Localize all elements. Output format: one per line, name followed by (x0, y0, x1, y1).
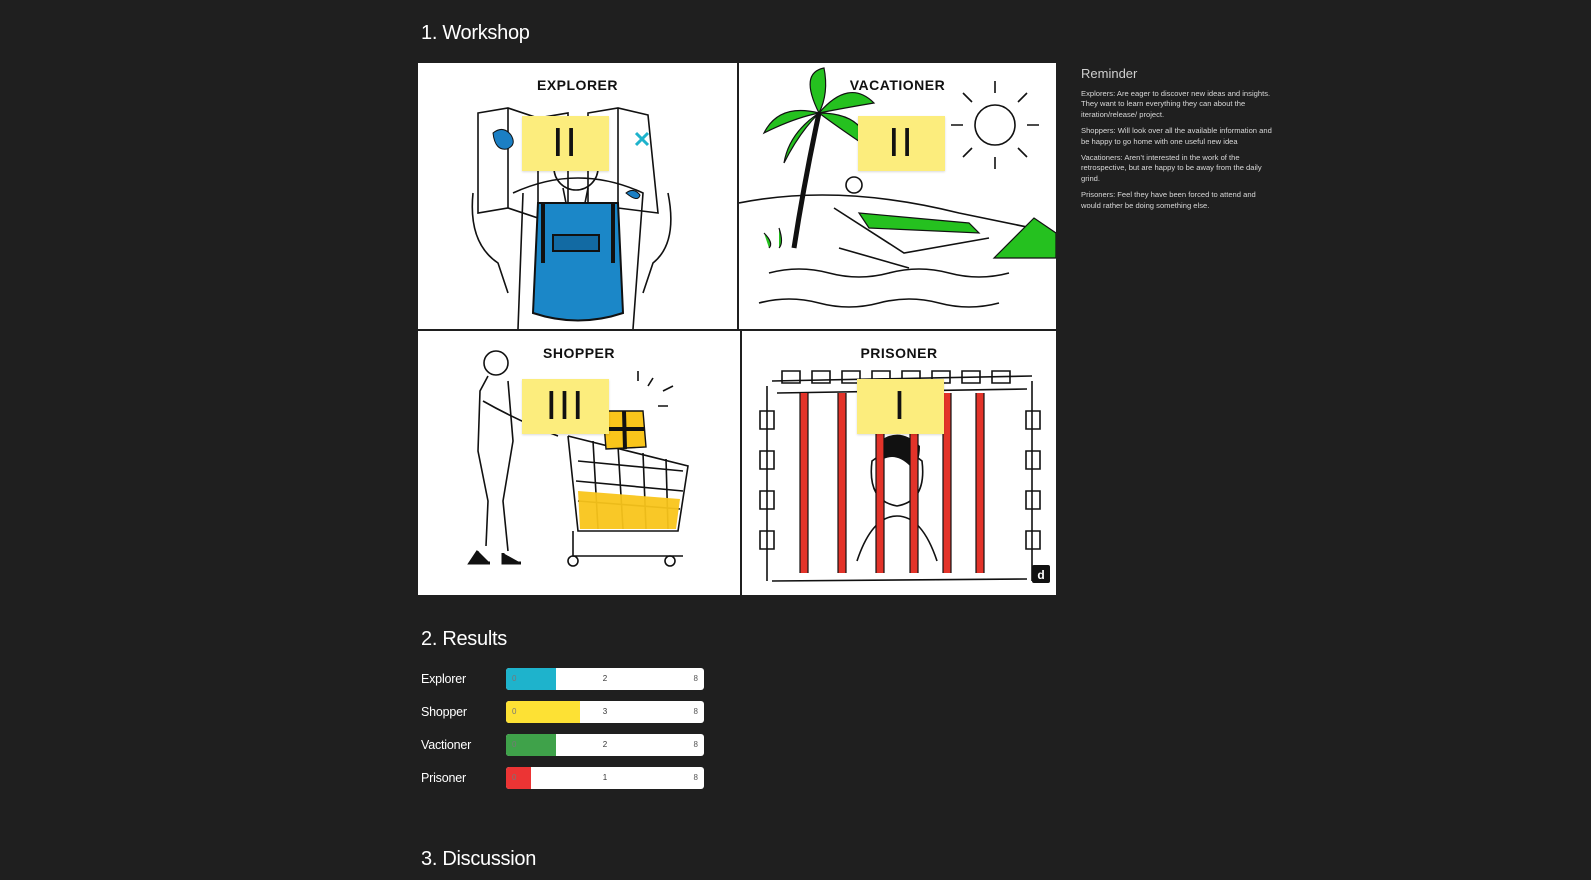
explorer-illustration (418, 63, 737, 329)
result-row-shopper (421, 701, 711, 723)
result-bar[interactable] (506, 734, 704, 756)
panel-title-prisoner: PRISONER (860, 345, 938, 361)
vote-note-vacationer[interactable]: II (858, 116, 945, 171)
result-label: Explorer (421, 672, 466, 686)
result-label: Shopper (421, 705, 467, 719)
result-max: 8 (693, 674, 698, 683)
reminder-panel (1081, 66, 1276, 217)
prisoner-illustration (742, 331, 1056, 595)
panel-vacationer (739, 63, 1056, 329)
result-min: 0 (512, 674, 517, 683)
panel-shopper (418, 331, 740, 595)
result-label: Prisoner (421, 771, 466, 785)
panel-title-explorer: EXPLORER (536, 77, 618, 93)
result-value: 1 (602, 773, 608, 782)
reminder-shoppers: Shoppers: Will look over all the available information and be happy to go home with one useful new idea (1081, 126, 1272, 146)
panel-prisoner (742, 331, 1056, 595)
svg-text:d: d (1037, 568, 1045, 582)
section-title-results: 2. Results (421, 628, 507, 650)
result-bar[interactable] (506, 701, 704, 723)
result-row-prisoner (421, 767, 711, 789)
panel-title-vacationer: VACATIONER (849, 77, 946, 93)
reminder-title: Reminder (1081, 66, 1138, 81)
reminder-explorers: Explorers: Are eager to discover new ideas and insights. They want to learn everything they can about the iteration/release/ project. (1081, 89, 1271, 119)
result-max: 8 (693, 773, 698, 782)
section-title-discussion: 3. Discussion (421, 848, 537, 870)
panel-title-shopper: SHOPPER (543, 345, 615, 361)
vote-note-prisoner[interactable]: I (857, 379, 944, 434)
reminder-prisoners: Prisoners: Feel they have been forced to attend and would rather be doing something else. (1081, 190, 1256, 210)
result-row-explorer (421, 668, 711, 690)
shopper-illustration (418, 331, 740, 595)
reminder-vacationers: Vacationers: Aren’t interested in the work of the retrospective, but are happy to be away from the daily grind. (1081, 153, 1262, 183)
result-value: 2 (602, 740, 608, 749)
result-min: 0 (512, 740, 517, 749)
section-title-workshop: 1. Workshop (421, 22, 530, 44)
retrospective-board (418, 63, 1056, 595)
result-max: 8 (693, 707, 698, 716)
result-bar[interactable] (506, 767, 704, 789)
result-max: 8 (693, 740, 698, 749)
panel-explorer (418, 63, 737, 329)
result-bar[interactable] (506, 668, 704, 690)
vote-note-explorer[interactable]: II (522, 116, 609, 171)
vacationer-illustration (739, 63, 1056, 329)
result-min: 0 (512, 707, 517, 716)
result-label: Vactioner (421, 738, 472, 752)
vote-note-shopper[interactable]: III (522, 379, 609, 434)
result-row-vactioner (421, 734, 711, 756)
result-value: 3 (602, 707, 608, 716)
result-value: 2 (602, 674, 608, 683)
result-min: 0 (512, 773, 517, 782)
